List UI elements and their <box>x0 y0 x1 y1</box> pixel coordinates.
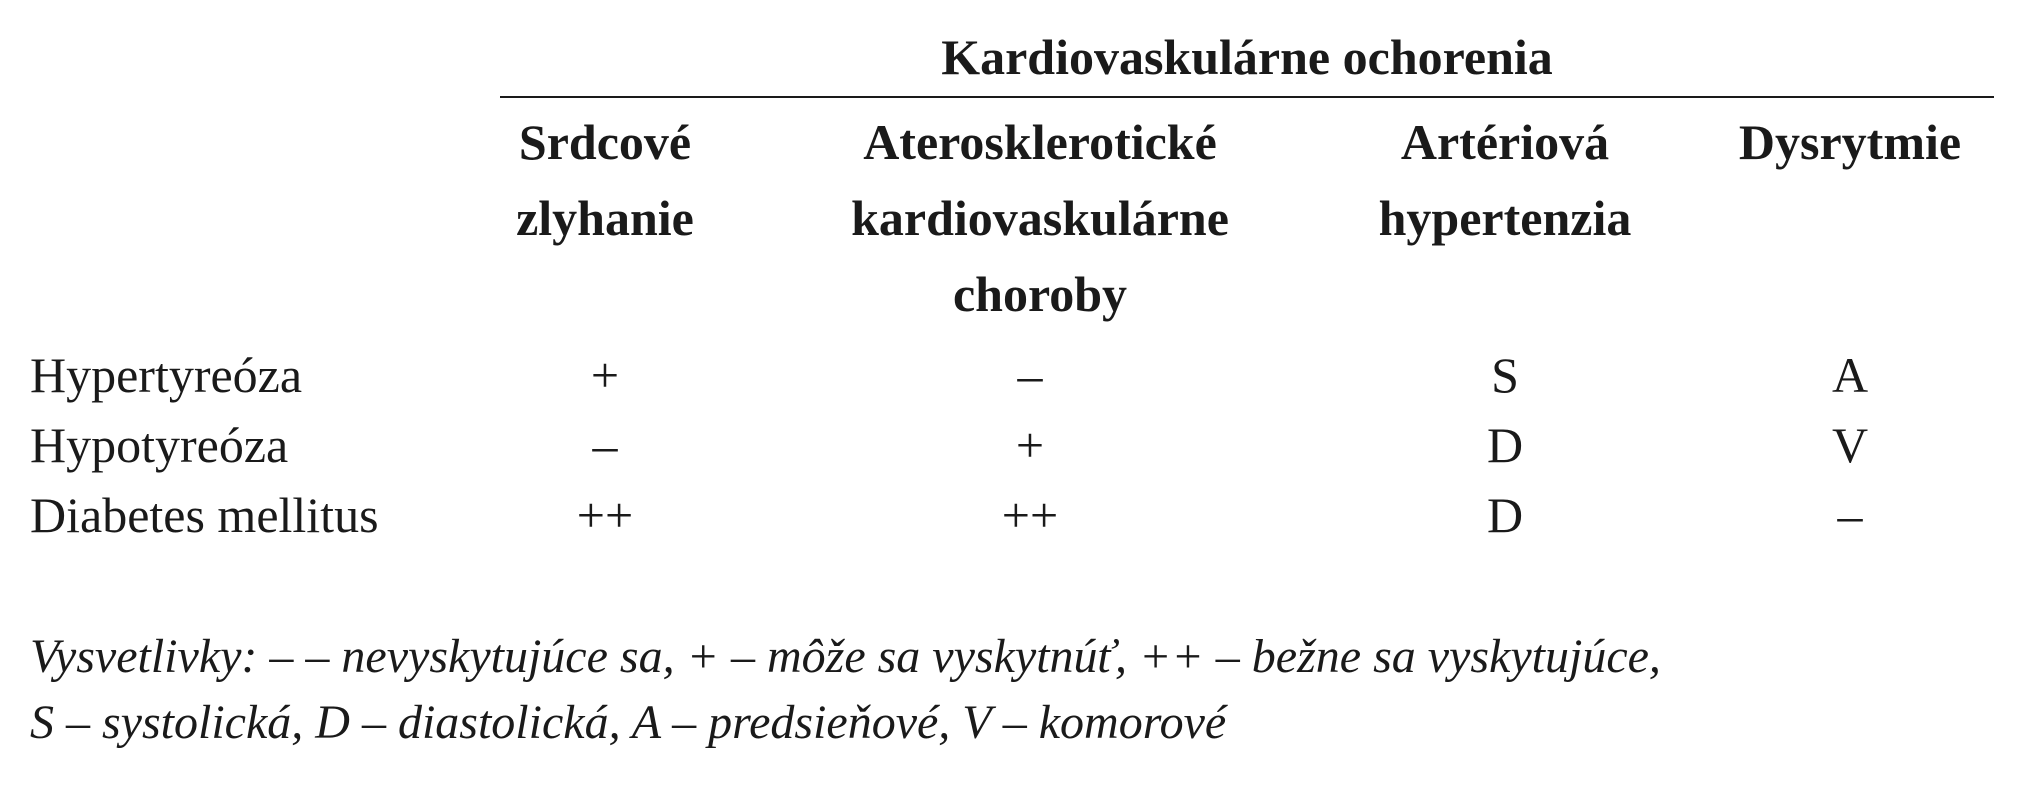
table-cell: ++ <box>576 487 634 543</box>
legend-line: S – systolická, D – diastolická, A – predsieňové, V – komorové <box>30 696 1227 749</box>
legend-line: Vysvetlivky: – – nevyskytujúce sa, + – môže sa vyskytnúť, ++ – bežne sa vyskytujúce, <box>30 630 1661 683</box>
column-header-heart-failure: Srdcové zlyhanie <box>516 114 694 246</box>
row-label: Diabetes mellitus <box>30 487 379 543</box>
group-header: Kardiovaskulárne ochorenia <box>941 29 1553 85</box>
table-cell: + <box>590 347 620 403</box>
table-cell: ++ <box>1001 487 1059 543</box>
row-label: Hypotyreóza <box>30 417 289 473</box>
table-cell: S <box>1491 347 1519 403</box>
table-cell: V <box>1831 417 1869 473</box>
column-header-dysrhythmia: Dysrytmie <box>1738 114 1962 170</box>
column-header-hypertension: Artériová hypertenzia <box>1378 114 1632 246</box>
column-header-atherosclerotic: Aterosklerotické kardiovaskulárne choroby <box>851 114 1229 322</box>
table-cell: A <box>1831 347 1869 403</box>
table-cell: – <box>1017 347 1043 403</box>
row-label: Hypertyreóza <box>30 347 303 403</box>
table-cell: + <box>1015 417 1045 473</box>
legend <box>30 624 1990 756</box>
table-cell: D <box>1486 417 1524 473</box>
table-cell: – <box>1837 487 1863 543</box>
group-header-rule <box>500 96 1994 98</box>
table-cell: – <box>592 417 618 473</box>
table-cell: D <box>1486 487 1524 543</box>
